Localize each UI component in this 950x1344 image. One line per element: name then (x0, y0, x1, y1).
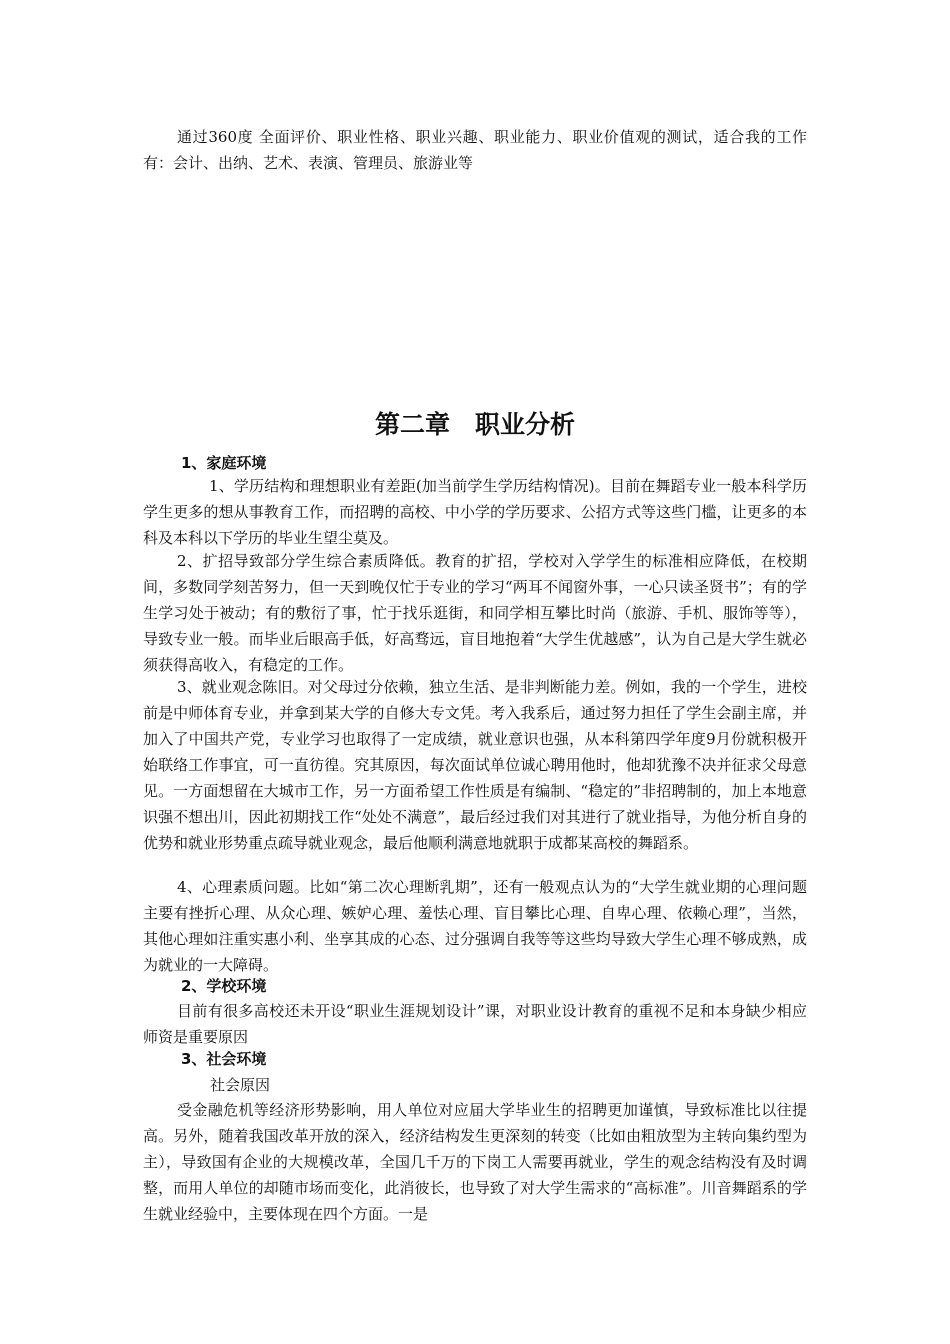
section-heading-society: 3、社会环境 (181, 1050, 267, 1068)
family-paragraph-3: 3、就业观念陈旧。对父母过分依赖，独立生活、是非判断能力差。例如，我的一个学生，进校前是中师体育专业，并拿到某大学的自修大专文凭。考入我系后，通过努力担任了学生会副主席，并加入了中国共产党，专业学习也取得了一定成绩，就业意识也强，从本科第四学年度9月份就积极开始联络工作事宜，可一直彷徨。究其原因，每次面试单位诚心聘用他时，他却犹豫不决并征求父母意见。一方面想留在大城市工作，另一方面希望工作性质是有编制、“稳定的”非招聘制的，加上本地意识强不想出川，因此初期找工作“处处不满意”，最后经过我们对其进行了就业指导，为他分析自身的优势和就业形势重点疏导就业观念，最后他顺利满意地就职于成都某高校的舞蹈系。 (143, 678, 807, 852)
society-subheading: 社会原因 (210, 1076, 271, 1094)
chapter-title: 第二章 职业分析 (374, 410, 575, 439)
family-paragraph-4: 4、心理素质问题。比如“第二次心理断乳期”，还有一般观点认为的“大学生就业期的心理问题主要有挫折心理、从众心理、嫉妒心理、羞怯心理、盲目攀比心理、自卑心理、依赖心理”，当然，其他心理如注重实惠小利、坐享其成的心态、过分强调自我等等这些均导致大学生心理不够成熟，成为就业的一大障碍。 (143, 878, 807, 974)
society-paragraph: 受金融危机等经济形势影响，用人单位对应届大学毕业生的招聘更加谨慎，导致标准比以往提高。另外，随着我国改革开放的深入，经济结构发生更深刻的转变（比如由粗放型为主转向集约型为主），导致国有企业的大规模改革，全国几千万的下岗工人需要再就业，学生的观念结构没有及时调整，而用人单位的却随市场而变化，此消彼长，也导致了对大学生需求的“高标准”。川音舞蹈系的学生就业经验中，主要体现在四个方面。一是 (143, 1101, 807, 1223)
intro-paragraph: 通过360度 全面评价、职业性格、职业兴趣、职业能力、职业价值观的测试，适合我的工作有：会计、出纳、艺术、表演、管理员、旅游业等 (143, 128, 807, 172)
family-paragraph-2: 2、扩招导致部分学生综合素质降低。教育的扩招，学校对入学学生的标准相应降低，在校期间，多数同学刻苦努力，但一天到晚仅忙于专业的学习“两耳不闻窗外事，一心只读圣贤书”；有的学生学习处于被动；有的敷衍了事，忙于找乐逛街，和同学相互攀比时尚（旅游、手机、服饰等等），导致专业一般。而毕业后眼高手低，好高骛远，盲目地抱着“大学生优越感”，认为自己是大学生就必须获得高收入，有稳定的工作。 (143, 552, 807, 674)
family-paragraph-1: 1、学历结构和理想职业有差距(加当前学生学历结构情况)。目前在舞蹈专业一般本科学历学生更多的想从事教育工作，而招聘的高校、中小学的学历要求、公招方式等这些门槛，让更多的本科及本科以下学历的毕业生望尘莫及。 (143, 477, 807, 547)
section-heading-school: 2、学校环境 (181, 977, 267, 995)
school-paragraph: 目前有很多高校还未开设“职业生涯规划设计”课，对职业设计教育的重视不足和本身缺少相应师资是重要原因 (143, 1002, 807, 1046)
section-heading-family: 1、家庭环境 (181, 454, 267, 472)
